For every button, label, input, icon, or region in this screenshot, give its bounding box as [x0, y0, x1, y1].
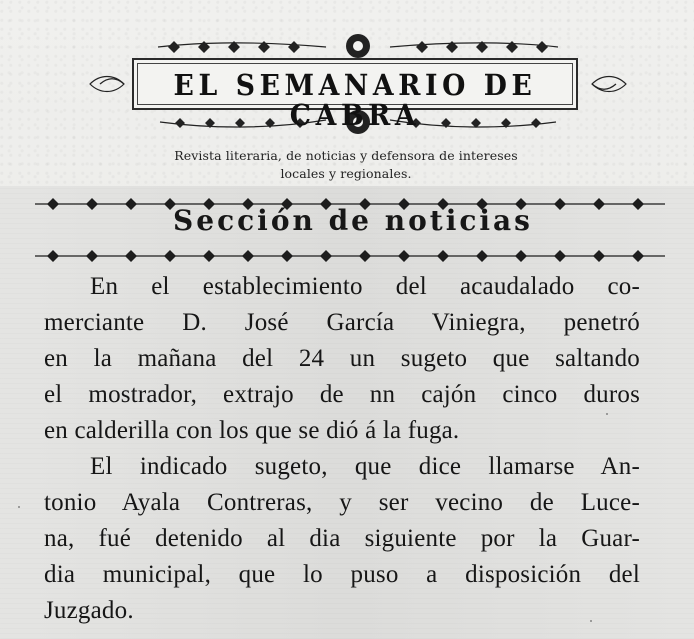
article-line: Juzgado.	[44, 597, 134, 624]
paper-speck	[18, 506, 20, 508]
article-line: merciante D. José García Viniegra, penetró	[44, 309, 640, 336]
article-line: El indicado sugeto, que dice llamarse An-	[90, 453, 640, 480]
article-line: En el establecimiento del acaudalado co-	[90, 273, 640, 300]
article-line: dia municipal, que lo puso a disposición del	[44, 561, 640, 588]
article-line: tonio Ayala Contreras, y ser vecino de Luce-	[44, 489, 640, 516]
paper-speck	[590, 620, 592, 622]
paper-speck	[606, 413, 608, 415]
article-line: en la mañana del 24 un sugeto que saltando	[44, 345, 640, 372]
article-line: na, fué detenido al dia siguiente por la Guar-	[44, 525, 640, 552]
section-bottom-rule	[35, 247, 665, 265]
article-line: en calderilla con los que se dió á la fuga.	[44, 417, 460, 444]
section-title: Sección de noticias	[173, 204, 533, 237]
masthead	[88, 34, 628, 134]
news-article	[44, 269, 640, 629]
subtitle-line-2: locales y regionales.	[280, 166, 412, 181]
masthead-subtitle	[146, 147, 546, 183]
masthead-title: EL SEMANARIO DE CABRA	[173, 68, 537, 132]
subtitle-line-1: Revista literaria, de noticias y defensora de intereses	[174, 148, 518, 163]
article-line: el mostrador, extrajo de nn cajón cinco duros	[44, 381, 640, 408]
masthead-title-box	[132, 58, 578, 132]
